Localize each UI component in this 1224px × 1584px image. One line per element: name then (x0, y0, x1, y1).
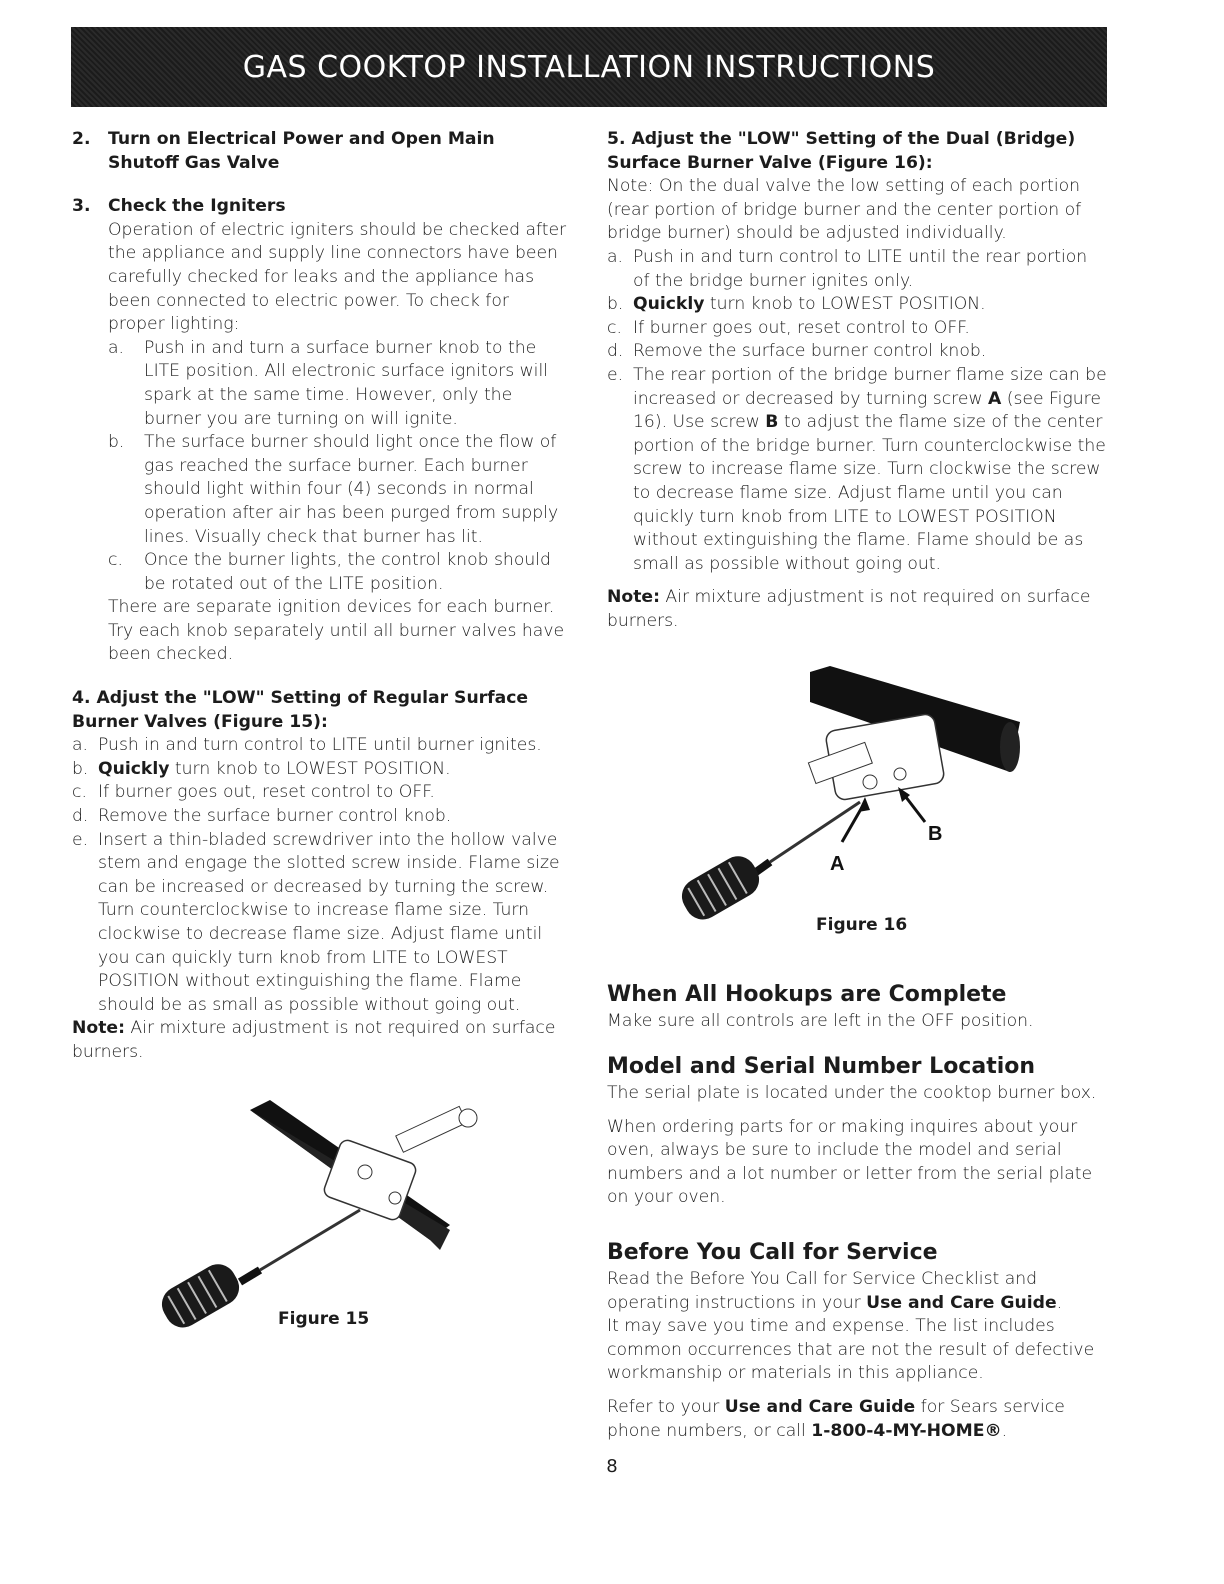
left-column (72, 128, 568, 1065)
figure-16-label-a: A (830, 853, 845, 875)
hookups-heading: When All Hookups are Complete (607, 982, 1007, 1007)
list-item: a. Push in and turn control to LITE until burner ignites. (72, 735, 542, 756)
step-5-note: Note: On the dual valve the low setting of each portion (rear portion of bridge burner and the center portion of bridge burner) should be adjusted individually. (607, 176, 1082, 244)
list-item: e. The rear portion of the bridge burner flame size can be increased or decreased by turning screw A (see Figure 16). Use screw B to adjust the flame size of the center portion of the bridge burner. Turn counterclockwise the screw to increase flame size. Turn clockwise the screw to decrease flame size. Adjust flame until you can quickly turn knob from LITE to LOWEST POSITION without extinguishing the flame. Flame should be as small as possible without going out. (607, 364, 1107, 574)
service-text-3: Refer to your Use and Care Guide for Sears service phone numbers, or call 1-800-4-MY-HOME®. (607, 1396, 1065, 1441)
service-text-1: Read the Before You Call for Service Checklist and operating instructions in your Use and Care Guide. (607, 1269, 1063, 1313)
figure-15-caption: Figure 15 (278, 1309, 370, 1329)
list-item: b. The surface burner should light once the flow of gas reached the surface burner. Each burner should light within four (4) seconds in normal operation after air has been purged from supply lines. Visually check that burner has lit. (108, 432, 559, 547)
step-3-list (72, 337, 568, 597)
model-heading: Model and Serial Number Location (607, 1054, 1036, 1079)
list-item: d. Remove the surface burner control knob. (607, 341, 987, 362)
list-item: d. Remove the surface burner control knob. (72, 806, 452, 827)
model-text-2: When ordering parts for or making inquires about your oven, always be sure to include the model and serial numbers and a lot number or letter from the serial plate on your oven. (607, 1116, 1093, 1208)
list-item: a. Push in and turn a surface burner knob to the LITE position. All electronic surface ignitors will spark at the same time. However, only the burner you are turning on will ignite. (108, 337, 549, 429)
service-section (607, 1238, 1107, 1443)
model-text-1: The serial plate is located under the cooktop burner box. (607, 1083, 1097, 1103)
service-heading: Before You Call for Service (607, 1240, 938, 1265)
step-3-intro: Operation of electric igniters should be checked after the appliance and supply line connectors have been carefully checked for leaks and the appliance has been connected to electric power. To check for proper lighting: (108, 219, 567, 335)
model-section (607, 1052, 1107, 1210)
page-title: GAS COOKTOP INSTALLATION INSTRUCTIONS (242, 49, 936, 85)
figure-16-illustration (670, 662, 1030, 922)
list-item: c. If burner goes out, reset control to OFF. (72, 782, 435, 803)
service-text-2: It may save you time and expense. The list includes common occurrences that are not the result of defective workmanship or materials in this appliance. (607, 1316, 1095, 1384)
right-column (607, 128, 1107, 633)
step-5-heading: 5. Adjust the "LOW" Setting of the Dual (Bridge) Surface Burner Valve (Figure 16): (607, 129, 1076, 173)
step-3-heading: 3. Check the Igniters (72, 196, 286, 217)
list-item: b. Quickly turn knob to LOWEST POSITION. (607, 294, 986, 315)
list-item: e. Insert a thin-bladed screwdriver into the hollow valve stem and engage the slotted screw inside. Flame size can be increased or decreased by turning the screw. Turn counterclockwise to increase flame size. Turn clockwise to decrease flame size. Adjust flame until you can quickly turn knob from LITE to LOWEST POSITION without extinguishing the flame. Flame should be as small as possible without going out. (72, 829, 560, 1015)
hookups-text: Make sure all controls are left in the OFF position. (607, 1011, 1034, 1031)
step-5-note-2: Note: Air mixture adjustment is not required on surface burners. (607, 587, 1091, 631)
step-3-outro: There are separate ignition devices for each burner. Try each knob separately until all burner valves have been checked. (108, 597, 565, 665)
list-item: a. Push in and turn control to LITE until the rear portion of the bridge burner ignites only. (607, 246, 1088, 291)
figure-16-label-b: B (928, 823, 943, 845)
list-item: c. Once the burner lights, the control knob should be rotated out of the LITE position. (108, 550, 551, 594)
list-item: c. If burner goes out, reset control to OFF. (607, 317, 970, 338)
step-2-heading: 2. Turn on Electrical Power and Open Main Shutoff Gas Valve (72, 129, 495, 173)
step-4-note: Note: Air mixture adjustment is not required on surface burners. (72, 1018, 556, 1062)
list-item: b. Quickly turn knob to LOWEST POSITION. (72, 758, 451, 779)
step-4-heading: 4. Adjust the "LOW" Setting of Regular Surface Burner Valves (Figure 15): (72, 688, 529, 732)
figure-16-caption: Figure 16 (816, 915, 908, 935)
page-number: 8 (606, 1456, 618, 1477)
hookups-section (607, 980, 1107, 1034)
header-banner (71, 27, 1107, 107)
